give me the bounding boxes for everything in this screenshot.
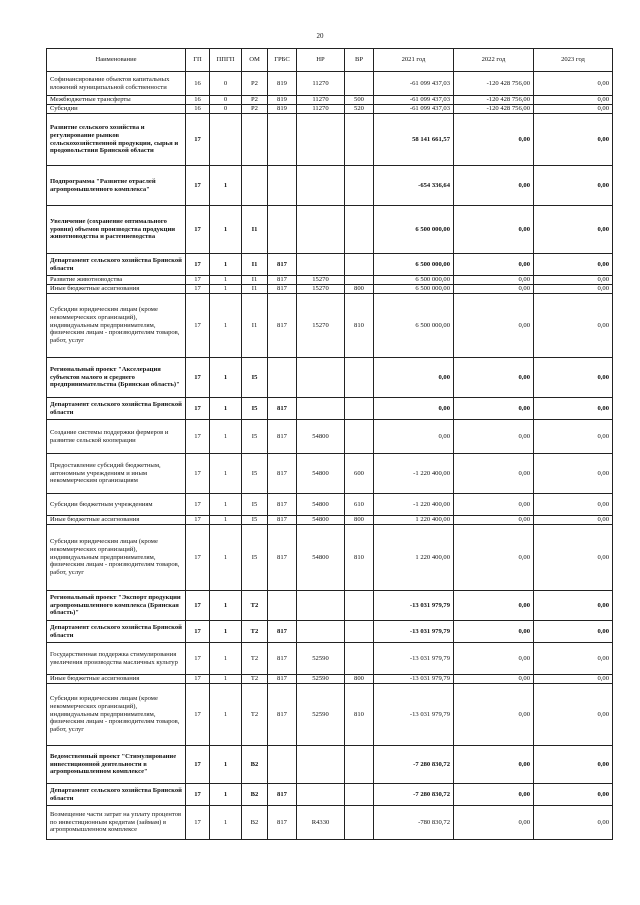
row-gp: 17 <box>186 591 210 621</box>
row-np: 15270 <box>297 285 345 294</box>
row-om: I5 <box>242 525 268 591</box>
row-pgp: 1 <box>210 591 242 621</box>
row-vr <box>345 621 374 643</box>
row-np: 11270 <box>297 105 345 114</box>
row-name: Региональный проект "Акселерация субъектов малого и среднего предпринимательства (Брянская область)" <box>47 358 186 398</box>
row-2023: 0,00 <box>534 96 613 105</box>
row-name: Региональный проект "Экспорт продукции агропромышленного комплекса (Брянская область)" <box>47 591 186 621</box>
row-2022: 0,00 <box>454 420 534 454</box>
row-2022: 0,00 <box>454 621 534 643</box>
row-np <box>297 358 345 398</box>
row-np: 54800 <box>297 420 345 454</box>
row-om <box>242 114 268 166</box>
row-2023: 0,00 <box>534 643 613 675</box>
row-gp: 17 <box>186 806 210 840</box>
table-row <box>47 684 613 746</box>
row-vr <box>345 72 374 96</box>
row-2023: 0,00 <box>534 276 613 285</box>
row-grbs: 817 <box>268 784 297 806</box>
row-pgp: 1 <box>210 206 242 254</box>
row-name: Предоставление субсидий бюджетным, автономным учреждениям и иным некоммерческим организациям <box>47 454 186 494</box>
row-2023: 0,00 <box>534 516 613 525</box>
row-grbs: 817 <box>268 254 297 276</box>
row-2023: 0,00 <box>534 398 613 420</box>
row-2023: 0,00 <box>534 746 613 784</box>
row-2021: -61 099 437,03 <box>374 72 454 96</box>
row-om: I1 <box>242 294 268 358</box>
table-row <box>47 746 613 784</box>
row-gp: 16 <box>186 72 210 96</box>
table-row <box>47 806 613 840</box>
row-np: R4330 <box>297 806 345 840</box>
row-pgp: 1 <box>210 621 242 643</box>
row-name: Подпрограмма "Развитие отраслей агропромышленного комплекса" <box>47 166 186 206</box>
row-np: 11270 <box>297 72 345 96</box>
row-2021: -654 336,64 <box>374 166 454 206</box>
row-2021: 1 220 400,00 <box>374 516 454 525</box>
row-2023: 0,00 <box>534 591 613 621</box>
header-gp: ГП <box>186 49 210 72</box>
row-om: I1 <box>242 276 268 285</box>
row-pgp: 1 <box>210 276 242 285</box>
row-vr <box>345 591 374 621</box>
row-pgp: 1 <box>210 420 242 454</box>
row-grbs: 819 <box>268 105 297 114</box>
row-np: 15270 <box>297 276 345 285</box>
row-2021: -13 031 979,79 <box>374 643 454 675</box>
row-om: T2 <box>242 621 268 643</box>
row-2021: -7 280 830,72 <box>374 784 454 806</box>
row-pgp: 1 <box>210 454 242 494</box>
row-om: I5 <box>242 398 268 420</box>
row-gp: 17 <box>186 516 210 525</box>
table-row <box>47 114 613 166</box>
row-om: I5 <box>242 494 268 516</box>
row-gp: 17 <box>186 784 210 806</box>
row-2021: -13 031 979,79 <box>374 684 454 746</box>
row-vr <box>345 806 374 840</box>
row-np: 52590 <box>297 684 345 746</box>
row-2023: 0,00 <box>534 294 613 358</box>
row-np: 54800 <box>297 454 345 494</box>
row-np <box>297 166 345 206</box>
row-2022: 0,00 <box>454 494 534 516</box>
row-pgp: 0 <box>210 72 242 96</box>
row-2021: 6 500 000,00 <box>374 276 454 285</box>
row-2021: -13 031 979,79 <box>374 675 454 684</box>
row-grbs: 817 <box>268 621 297 643</box>
row-pgp: 1 <box>210 398 242 420</box>
row-np: 15270 <box>297 294 345 358</box>
row-grbs <box>268 358 297 398</box>
row-2022: -120 428 756,00 <box>454 105 534 114</box>
row-np: 52590 <box>297 675 345 684</box>
row-pgp: 1 <box>210 806 242 840</box>
row-np: 11270 <box>297 96 345 105</box>
row-grbs <box>268 206 297 254</box>
row-2021: -1 220 400,00 <box>374 494 454 516</box>
row-vr <box>345 398 374 420</box>
row-gp: 17 <box>186 166 210 206</box>
row-vr <box>345 420 374 454</box>
row-2021: -7 280 830,72 <box>374 746 454 784</box>
row-2022: 0,00 <box>454 254 534 276</box>
row-2022: 0,00 <box>454 454 534 494</box>
row-gp: 17 <box>186 525 210 591</box>
row-om: T2 <box>242 643 268 675</box>
row-om: I5 <box>242 420 268 454</box>
row-2022: 0,00 <box>454 643 534 675</box>
table-row <box>47 105 613 114</box>
row-name: Межбюджетные трансферты <box>47 96 186 105</box>
row-2023: 0,00 <box>534 684 613 746</box>
row-2022: -120 428 756,00 <box>454 72 534 96</box>
row-2023: 0,00 <box>534 105 613 114</box>
row-grbs: 817 <box>268 516 297 525</box>
row-name: Иные бюджетные ассигнования <box>47 516 186 525</box>
row-pgp: 1 <box>210 784 242 806</box>
row-2021: -61 099 437,03 <box>374 105 454 114</box>
row-name: Иные бюджетные ассигнования <box>47 285 186 294</box>
row-grbs: 817 <box>268 285 297 294</box>
row-2021: -13 031 979,79 <box>374 591 454 621</box>
row-om: I5 <box>242 454 268 494</box>
row-name: Департамент сельского хозяйства Брянской области <box>47 784 186 806</box>
row-2021: -61 099 437,03 <box>374 96 454 105</box>
row-name: Возмещение части затрат на уплату процентов по инвестиционным кредитам (займам) в агропромышленном комплексе <box>47 806 186 840</box>
table-row <box>47 454 613 494</box>
row-np <box>297 398 345 420</box>
row-om: Р2 <box>242 96 268 105</box>
table-row <box>47 294 613 358</box>
row-vr: 800 <box>345 675 374 684</box>
row-2023: 0,00 <box>534 166 613 206</box>
row-name: Субсидии юридическим лицам (кроме некоммерческих организаций), индивидуальным предпринимателям, физическим лицам - производителям товаров, работ, услуг <box>47 684 186 746</box>
row-grbs: 817 <box>268 494 297 516</box>
row-gp: 17 <box>186 206 210 254</box>
budget-table <box>46 48 613 840</box>
header-2021: 2021 год <box>374 49 454 72</box>
row-vr <box>345 784 374 806</box>
row-2022: 0,00 <box>454 806 534 840</box>
row-gp: 17 <box>186 294 210 358</box>
row-gp: 17 <box>186 454 210 494</box>
row-grbs <box>268 114 297 166</box>
row-np <box>297 621 345 643</box>
table-row <box>47 494 613 516</box>
row-om: B2 <box>242 784 268 806</box>
row-vr <box>345 114 374 166</box>
row-2023: 0,00 <box>534 454 613 494</box>
row-2021: 6 500 000,00 <box>374 254 454 276</box>
row-2022: 0,00 <box>454 525 534 591</box>
row-vr: 520 <box>345 105 374 114</box>
row-gp: 17 <box>186 494 210 516</box>
row-2022: 0,00 <box>454 784 534 806</box>
row-2023: 0,00 <box>534 285 613 294</box>
row-2023: 0,00 <box>534 494 613 516</box>
table-row <box>47 254 613 276</box>
row-2022: 0,00 <box>454 675 534 684</box>
header-om: ОМ <box>242 49 268 72</box>
header-grbs: ГРБС <box>268 49 297 72</box>
row-gp: 17 <box>186 398 210 420</box>
row-2023: 0,00 <box>534 358 613 398</box>
row-om: T2 <box>242 675 268 684</box>
row-om: B2 <box>242 746 268 784</box>
header-pgp: ППГП <box>210 49 242 72</box>
table-row <box>47 591 613 621</box>
row-grbs: 817 <box>268 684 297 746</box>
row-gp: 17 <box>186 358 210 398</box>
row-name: Создание системы поддержки фермеров и развитие сельской кооперации <box>47 420 186 454</box>
row-2023: 0,00 <box>534 72 613 96</box>
row-pgp: 1 <box>210 166 242 206</box>
row-om: I1 <box>242 285 268 294</box>
row-pgp: 1 <box>210 494 242 516</box>
row-name: Ведомственный проект "Стимулирование инвестиционной деятельности в агропромышленном комплексе" <box>47 746 186 784</box>
row-gp: 17 <box>186 746 210 784</box>
row-pgp: 1 <box>210 684 242 746</box>
table-row <box>47 96 613 105</box>
row-pgp: 0 <box>210 96 242 105</box>
row-2021: -1 220 400,00 <box>374 454 454 494</box>
row-vr <box>345 166 374 206</box>
row-gp: 16 <box>186 96 210 105</box>
row-2021: 0,00 <box>374 398 454 420</box>
row-grbs <box>268 746 297 784</box>
row-pgp: 1 <box>210 643 242 675</box>
row-2023: 0,00 <box>534 784 613 806</box>
row-2022: 0,00 <box>454 276 534 285</box>
row-vr: 800 <box>345 516 374 525</box>
row-2022: -120 428 756,00 <box>454 96 534 105</box>
row-2022: 0,00 <box>454 166 534 206</box>
row-gp: 17 <box>186 684 210 746</box>
row-np <box>297 254 345 276</box>
table-row <box>47 420 613 454</box>
header-vr: ВР <box>345 49 374 72</box>
table-row <box>47 621 613 643</box>
row-vr: 500 <box>345 96 374 105</box>
row-2021: 6 500 000,00 <box>374 206 454 254</box>
row-grbs: 817 <box>268 806 297 840</box>
table-row <box>47 784 613 806</box>
table-row <box>47 643 613 675</box>
row-pgp: 1 <box>210 358 242 398</box>
row-pgp: 1 <box>210 516 242 525</box>
row-np <box>297 746 345 784</box>
row-name: Субсидии <box>47 105 186 114</box>
table-row <box>47 525 613 591</box>
row-om: I5 <box>242 358 268 398</box>
row-pgp: 1 <box>210 675 242 684</box>
row-name: Государственная поддержка стимулирования увеличения производства масличных культур <box>47 643 186 675</box>
row-2021: 6 500 000,00 <box>374 285 454 294</box>
row-grbs: 817 <box>268 525 297 591</box>
row-2023: 0,00 <box>534 206 613 254</box>
row-2023: 0,00 <box>534 420 613 454</box>
row-om: T2 <box>242 684 268 746</box>
table-row <box>47 358 613 398</box>
row-2022: 0,00 <box>454 285 534 294</box>
row-np <box>297 784 345 806</box>
row-vr <box>345 206 374 254</box>
row-2023: 0,00 <box>534 806 613 840</box>
row-om <box>242 166 268 206</box>
row-gp: 17 <box>186 276 210 285</box>
row-vr <box>345 254 374 276</box>
row-2023: 0,00 <box>534 675 613 684</box>
row-name: Иные бюджетные ассигнования <box>47 675 186 684</box>
row-pgp: 1 <box>210 746 242 784</box>
row-2023: 0,00 <box>534 525 613 591</box>
table-row <box>47 516 613 525</box>
row-2023: 0,00 <box>534 621 613 643</box>
row-gp: 17 <box>186 285 210 294</box>
header-name: Наименование <box>47 49 186 72</box>
row-2022: 0,00 <box>454 114 534 166</box>
row-om: B2 <box>242 806 268 840</box>
table-row <box>47 166 613 206</box>
table-row <box>47 72 613 96</box>
row-2022: 0,00 <box>454 684 534 746</box>
row-gp: 17 <box>186 621 210 643</box>
header-np: НР <box>297 49 345 72</box>
row-2022: 0,00 <box>454 294 534 358</box>
row-vr: 810 <box>345 294 374 358</box>
row-name: Развитие сельского хозяйства и регулирование рынков сельскохозяйственной продукции, сырья и продовольствия Брянской области <box>47 114 186 166</box>
row-name: Развитие животноводства <box>47 276 186 285</box>
row-2021: 6 500 000,00 <box>374 294 454 358</box>
row-pgp: 1 <box>210 294 242 358</box>
row-name: Субсидии юридическим лицам (кроме некоммерческих организаций), индивидуальным предпринимателям, физическим лицам - производителям товаров, работ, услуг <box>47 525 186 591</box>
row-om: Р2 <box>242 72 268 96</box>
header-2022: 2022 год <box>454 49 534 72</box>
row-pgp <box>210 114 242 166</box>
table-row <box>47 398 613 420</box>
row-vr: 800 <box>345 285 374 294</box>
row-pgp: 0 <box>210 105 242 114</box>
row-vr: 610 <box>345 494 374 516</box>
row-2022: 0,00 <box>454 591 534 621</box>
row-grbs: 817 <box>268 398 297 420</box>
row-grbs <box>268 591 297 621</box>
row-gp: 17 <box>186 643 210 675</box>
row-gp: 17 <box>186 420 210 454</box>
row-pgp: 1 <box>210 254 242 276</box>
row-vr <box>345 358 374 398</box>
row-np <box>297 206 345 254</box>
row-name: Департамент сельского хозяйства Брянской области <box>47 621 186 643</box>
row-np: 52590 <box>297 643 345 675</box>
row-gp: 17 <box>186 254 210 276</box>
row-2022: 0,00 <box>454 206 534 254</box>
row-om: T2 <box>242 591 268 621</box>
row-pgp: 1 <box>210 525 242 591</box>
row-om: I1 <box>242 254 268 276</box>
row-name: Субсидии юридическим лицам (кроме некоммерческих организаций), индивидуальным предпринимателям, физическим лицам - производителям товаров, работ, услуг <box>47 294 186 358</box>
table-row <box>47 206 613 254</box>
row-name: Увеличение (сохранение оптимального уровня) объемов производства продукции животноводства и растениеводства <box>47 206 186 254</box>
row-np <box>297 114 345 166</box>
row-vr: 810 <box>345 684 374 746</box>
row-2022: 0,00 <box>454 358 534 398</box>
row-om: I5 <box>242 516 268 525</box>
page-number: 20 <box>316 32 324 40</box>
row-2021: -13 031 979,79 <box>374 621 454 643</box>
row-np: 54800 <box>297 494 345 516</box>
row-name: Софинансирование объектов капитальных вложений муниципальной собственности <box>47 72 186 96</box>
table-row <box>47 285 613 294</box>
row-om: Р2 <box>242 105 268 114</box>
row-2021: 1 220 400,00 <box>374 525 454 591</box>
row-vr: 600 <box>345 454 374 494</box>
row-np: 54800 <box>297 525 345 591</box>
row-np <box>297 591 345 621</box>
row-2022: 0,00 <box>454 746 534 784</box>
row-grbs: 817 <box>268 420 297 454</box>
row-name: Департамент сельского хозяйства Брянской области <box>47 254 186 276</box>
row-2021: -780 830,72 <box>374 806 454 840</box>
header-2023: 2023 год <box>534 49 613 72</box>
row-om: I1 <box>242 206 268 254</box>
table-row <box>47 675 613 684</box>
row-2022: 0,00 <box>454 398 534 420</box>
row-pgp: 1 <box>210 285 242 294</box>
row-2021: 58 141 661,57 <box>374 114 454 166</box>
row-2021: 0,00 <box>374 420 454 454</box>
row-2023: 0,00 <box>534 254 613 276</box>
row-2022: 0,00 <box>454 516 534 525</box>
row-grbs: 817 <box>268 454 297 494</box>
row-gp: 17 <box>186 114 210 166</box>
row-grbs: 819 <box>268 72 297 96</box>
row-name: Субсидии бюджетным учреждениям <box>47 494 186 516</box>
table-row <box>47 276 613 285</box>
row-vr <box>345 276 374 285</box>
row-grbs: 817 <box>268 276 297 285</box>
table-header-row <box>47 49 613 72</box>
row-gp: 17 <box>186 675 210 684</box>
row-vr <box>345 643 374 675</box>
row-2023: 0,00 <box>534 114 613 166</box>
table-body <box>47 72 613 840</box>
row-grbs: 817 <box>268 643 297 675</box>
row-grbs <box>268 166 297 206</box>
row-grbs: 817 <box>268 294 297 358</box>
row-grbs: 819 <box>268 96 297 105</box>
row-vr <box>345 746 374 784</box>
row-2021: 0,00 <box>374 358 454 398</box>
row-np: 54800 <box>297 516 345 525</box>
row-name: Департамент сельского хозяйства Брянской области <box>47 398 186 420</box>
row-gp: 16 <box>186 105 210 114</box>
row-vr: 810 <box>345 525 374 591</box>
row-grbs: 817 <box>268 675 297 684</box>
